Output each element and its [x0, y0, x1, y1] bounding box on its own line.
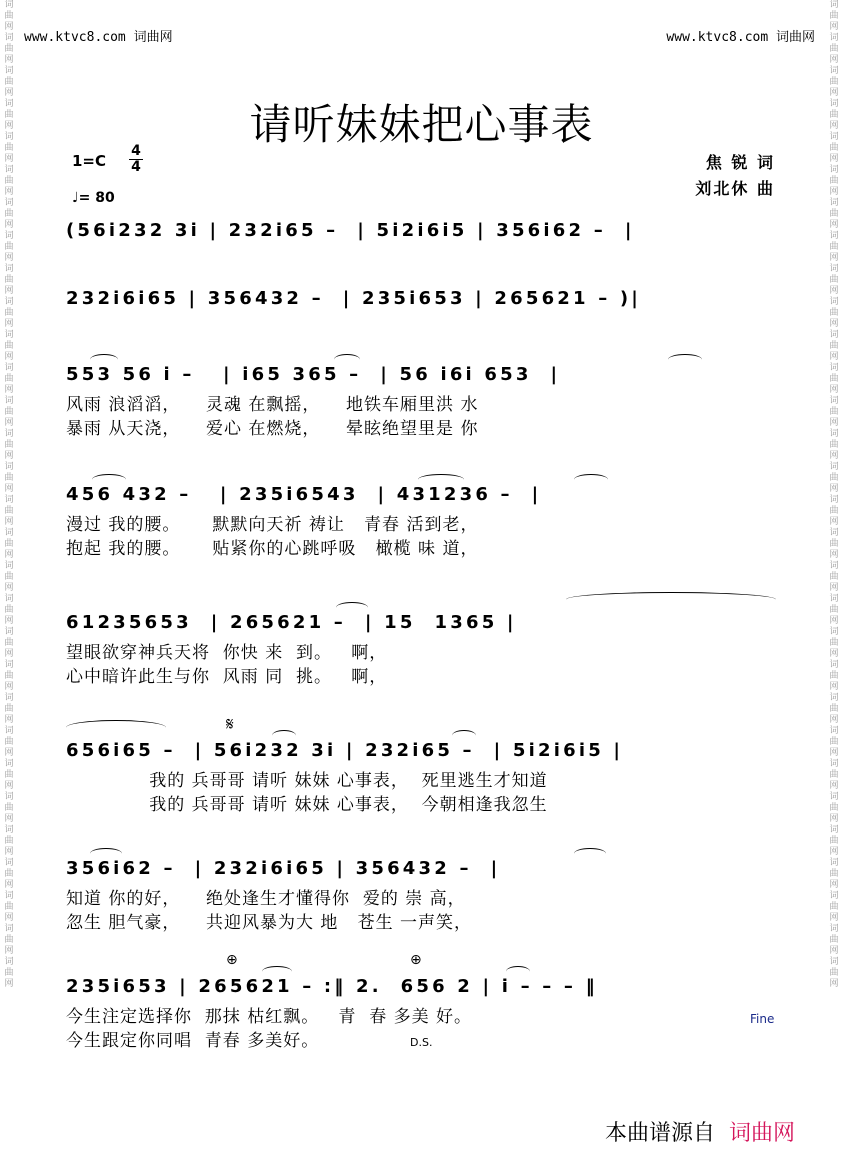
watermark-right: 词曲网词曲网词曲网词曲网词曲网词曲网词曲网词曲网词曲网词曲网词曲网词曲网词曲网词曲网词曲网词曲网词曲网词曲网词曲网词曲网词曲网词曲网词曲网词曲网词曲网词曲网词曲网词曲网词曲网词曲网: [829, 0, 839, 989]
lyric-verse-1: 漫过 我的腰。 默默向天祈 祷让 青春 活到老，: [66, 515, 479, 535]
time-bottom: 4: [131, 159, 141, 175]
notes-line: 456 432 – | 235i6543 | 431236 – |: [66, 484, 542, 505]
lyric-verse-1: 风雨 浪滔滔， 灵魂 在飘摇， 地铁车厢里洪 水: [66, 395, 479, 415]
coda-mark: ⊕: [226, 952, 238, 968]
source-label: 本曲谱源自: [604, 1121, 715, 1146]
lyric-verse-2: 我的 兵哥哥 请听 妹妹 心事表， 今朝相逢我忽生: [66, 795, 548, 815]
notes-line: 553 56 i – | i65 365 – | 56 i6i 653 |: [66, 364, 561, 385]
lyric-verse-1: 我的 兵哥哥 请听 妹妹 心事表， 死里逃生才知道: [66, 771, 548, 791]
lyric-verse-2: 今生跟定你同唱 青春 多美好。: [66, 1031, 320, 1051]
lyric-verse-2: 心中暗许此生与你 风雨 同 挑。 啊，: [66, 667, 388, 687]
notes-line: 235i653 | 265621 – :‖ 2. 656 2 | i – – – ‖: [66, 976, 598, 997]
notes-line: 656i65 – | 56i232 3i | 232i65 – | 5i2i6i5 |: [66, 740, 624, 761]
time-top: 4: [131, 143, 141, 159]
key-signature: 1=C: [72, 152, 107, 170]
time-signature: [128, 144, 144, 175]
lyric-verse-1: 望眼欲穿神兵天将 你快 来 到。 啊，: [66, 643, 388, 663]
notes-line: (56i232 3i | 232i65 – | 5i2i6i5 | 356i62 – |: [66, 220, 635, 241]
lyricist-credit: 焦 锐 词: [705, 153, 775, 172]
site-url-left[interactable]: www.ktvc8.com 词曲网: [24, 30, 173, 45]
fine-mark: Fine: [750, 1012, 775, 1026]
ds-mark: D.S.: [410, 1036, 433, 1049]
coda-mark: ⊕: [410, 952, 422, 968]
site-url-right[interactable]: www.ktvc8.com 词曲网: [666, 30, 815, 45]
source-footer: [605, 1116, 795, 1147]
composer-credit: 刘北休 曲: [695, 179, 775, 198]
phrase-slur: [566, 592, 776, 607]
lyric-verse-1: 今生注定选择你 那抹 枯红飘。 青 春 多美 好。: [66, 1007, 473, 1027]
lyric-verse-2: 暴雨 从天浇， 爱心 在燃烧， 晕眩绝望里是 你: [66, 419, 479, 439]
lyric-verse-1: 知道 你的好， 绝处逢生才懂得你 爱的 崇 高，: [66, 889, 466, 909]
song-title: 请听妹妹把心事表: [249, 100, 594, 149]
notes-line: 356i62 – | 232i6i65 | 356432 – |: [66, 858, 501, 879]
segno-mark: 𝄋: [226, 714, 234, 735]
tempo-mark: ♩= 80: [72, 190, 115, 206]
phrase-slur: [66, 720, 166, 735]
notes-line: 61235653 | 265621 – | 15 1365 |: [66, 612, 517, 633]
lyric-verse-2: 忽生 胆气豪， 共迎风暴为大 地 苍生 一声笑，: [66, 913, 473, 933]
watermark-left: 词曲网词曲网词曲网词曲网词曲网词曲网词曲网词曲网词曲网词曲网词曲网词曲网词曲网词曲网词曲网词曲网词曲网词曲网词曲网词曲网词曲网词曲网词曲网词曲网词曲网词曲网词曲网词曲网词曲网词曲网: [4, 0, 14, 989]
source-brand-link[interactable]: 词曲网: [728, 1121, 795, 1146]
lyric-verse-2: 抱起 我的腰。 贴紧你的心跳呼吸 橄榄 味 道，: [66, 539, 479, 559]
notes-line: 232i6i65 | 356432 – | 235i653 | 265621 – )|: [66, 288, 642, 309]
